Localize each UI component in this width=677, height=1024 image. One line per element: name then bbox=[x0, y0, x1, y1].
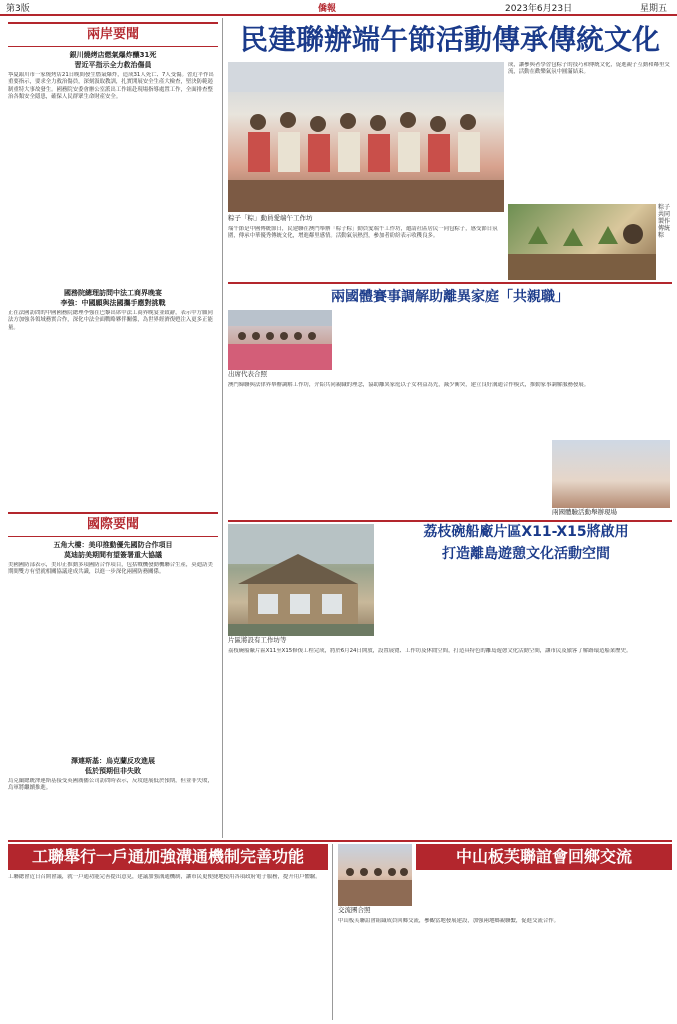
story2-photo-2 bbox=[552, 440, 670, 508]
main-title: 民建聯辦端午節活動傳承傳統文化 bbox=[239, 23, 660, 56]
main-photo bbox=[228, 62, 504, 212]
story3-body: 荔枝碗船廠片區X11至X15修復工程完成，將於6月24日開放，設置展覽、工作坊及休閒空間，打造具特色的離島遊憩文化活動空間，讓市民及旅客了解路環造船業歷史。 bbox=[228, 648, 632, 654]
story2-caption-2: 兩國體驗活動舉辦現場 bbox=[552, 508, 617, 516]
main-body-2: 成，讓參與者學習包粽子的技巧和傳統文化，促進親子互動和鄰里交流，活動在歡樂氣氛中圓滿結束。 bbox=[508, 62, 670, 76]
story3-photo bbox=[228, 524, 374, 636]
story2-title: 兩國體賽事調解助離異家庭「共親職」 bbox=[331, 289, 569, 305]
section-international: 國際要聞 bbox=[8, 512, 218, 537]
bottom-left-body: 工聯總會近日召開會議，就一戶通功能完善提出意見，建議加強溝通機制，讓市民更便捷地使用各項政府電子服務，提升用戶體驗。 bbox=[8, 874, 321, 880]
article-2-body: 正在法國訪問的中國國務院總理李強在巴黎出席中法工商界晚宴並致辭，表示中方願同法方加強各領域務實合作，深化中法全面戰略夥伴關係，為世界經濟復甦注入更多正能量。 bbox=[8, 310, 213, 331]
main-body-1: 端午節是中國傳統節日，民建聯在澳門舉辦「粽子粽」動員愛端午工作坊，邀請社區居民一同包粽子，感受節日氛圍，傳承中華優秀傳統文化，增進鄰里感情。活動氣氛熱烈，參加者紛紛表示收穫良多。 bbox=[228, 226, 498, 240]
headline-2a: 國務院總理訪問中法工商界晚宴 bbox=[64, 289, 162, 297]
article-3-body: 美國國防部表示，美印正推動多項國防合作項目，包括戰機發動機聯合生產，莫迪訪美期間雙方有望就相關協議達成共識，以進一步深化兩國防務關係。 bbox=[8, 562, 213, 576]
column-divider bbox=[222, 18, 223, 838]
headline-1b: 習近平指示全力救治傷員 bbox=[74, 61, 152, 69]
bottom-right-body: 中山板芙聯誼會組織成員回鄉交流，參觀當地發展建設，加強兩地鄉親聯繫，促進交流合作。 bbox=[338, 918, 560, 924]
delegation-illustration bbox=[338, 844, 412, 906]
story3-caption: 片區將設有工作坊等 bbox=[228, 636, 287, 644]
bottom-divider bbox=[332, 844, 333, 1020]
date: 2023年6月23日 bbox=[505, 4, 573, 14]
bottom-right-title: 中山板芙聯誼會回鄉交流 bbox=[416, 844, 672, 870]
article-4-body: 烏克蘭總統澤連斯基接受英國廣播公司訪問時表示，反攻進展低於預期，但並非失敗，烏軍將繼續推進。 bbox=[8, 778, 213, 792]
story3-title-1: 荔枝碗船廠片區X11-X15將啟用 bbox=[423, 524, 629, 540]
article-1-body: 寧夏銀川市一家燒烤店21日晚間發生燃氣爆炸，造成31人死亡、7人受傷。習近平作出重要指示，要求全力救治傷員，深刻汲取教訓，扎實開展安全生產大檢查，堅決防範遏制重特大事故發生。國務院安委會辦公室派出工作組赴現場指導處置工作，全面排查整治各類安全隱患，確保人民群眾生命財產安全。 bbox=[8, 72, 214, 100]
page-number: 第3版 bbox=[6, 4, 30, 14]
headline-2b: 李強：中國願與法國攜手應對挑戰 bbox=[60, 299, 166, 307]
bottom-right-photo bbox=[338, 844, 412, 906]
side-photo bbox=[508, 204, 656, 280]
bottom-left-title: 工聯舉行一戶通加強溝通機制完善功能 bbox=[8, 844, 328, 870]
headline-3b: 莫迪訪美期間有望簽署重大協議 bbox=[64, 551, 162, 559]
bottom-right-caption: 交流團合照 bbox=[338, 906, 371, 914]
section-cross-strait: 兩岸要聞 bbox=[8, 22, 218, 47]
headline-4a: 澤連斯基：烏克蘭反攻進展 bbox=[71, 757, 155, 765]
page-header bbox=[0, 0, 677, 16]
story3-title-2: 打造離島遊憩文化活動空間 bbox=[442, 546, 610, 562]
shipyard-illustration bbox=[228, 524, 374, 636]
group-photo-illustration bbox=[228, 62, 504, 212]
headline-4b: 低於預期但非失敗 bbox=[85, 767, 141, 775]
side-photo-caption: 粽子共同製作傳統粽 bbox=[658, 204, 671, 239]
zongzi-photo-illustration bbox=[508, 204, 656, 280]
headline-1a: 銀川燒烤店燃氣爆炸釀31死 bbox=[69, 51, 157, 59]
story2-photo bbox=[228, 310, 332, 370]
masthead-logo: 僑報 bbox=[318, 4, 337, 14]
section-rule-3 bbox=[8, 840, 672, 842]
headline-3a: 五角大樓：美印推動優先國防合作項目 bbox=[53, 541, 173, 549]
main-photo-caption: 粽子「粽」動員愛端午工作坊 bbox=[228, 214, 313, 222]
story2-group-illustration bbox=[228, 310, 332, 370]
weekday: 星期五 bbox=[640, 4, 668, 14]
section-rule bbox=[228, 282, 672, 284]
story2-body: 澳門婦聯與法律界舉辦調解工作坊，介紹共同親職的理念，協助離異家庭以子女利益為先，減少衝突，建立良好溝通合作模式，推動家事調解服務發展。 bbox=[228, 382, 590, 388]
story2-caption: 出席代表合照 bbox=[228, 370, 267, 378]
